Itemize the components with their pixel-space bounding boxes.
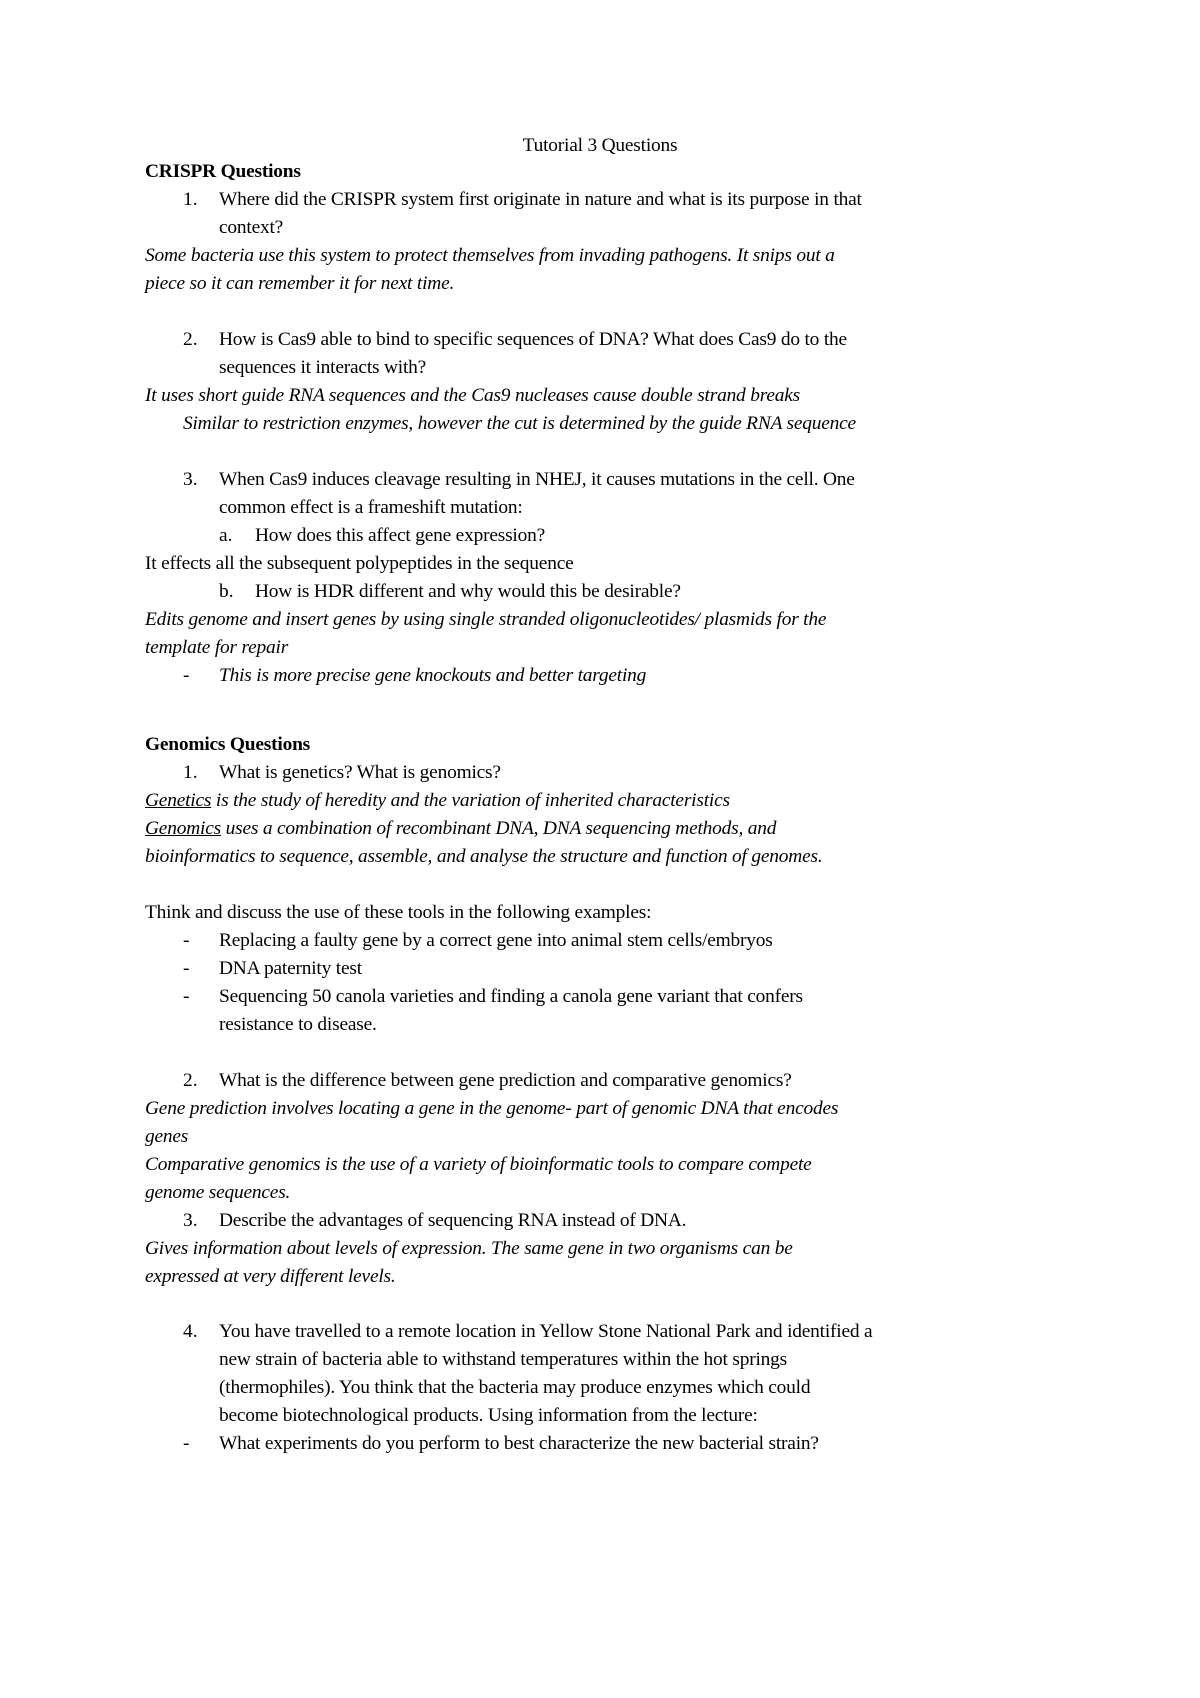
crispr-q3b-answer-line1: Edits genome and insert genes by using single stranded oligonucleotides/ plasmids for the (145, 609, 827, 630)
discuss-bullet-3: - (183, 986, 190, 1007)
crispr-heading: CRISPR Questions (145, 161, 301, 182)
crispr-q3b-bullet: - (183, 665, 190, 686)
genomics-q1-number: 1. (183, 762, 198, 783)
genomics-q4-text-line2: new strain of bacteria able to withstand temperatures within the hot springs (219, 1349, 787, 1370)
genomics-q4-text-line1: You have travelled to a remote location in Yellow Stone National Park and identified a (219, 1321, 873, 1342)
genomics-q1-text: What is genetics? What is genomics? (219, 762, 501, 783)
crispr-q2-text-line2: sequences it interacts with? (219, 357, 427, 378)
crispr-q2-answer-line1: It uses short guide RNA sequences and the Cas9 nucleases cause double strand breaks (145, 385, 800, 406)
crispr-q3a-text: How does this affect gene expression? (255, 525, 546, 546)
crispr-q3b-answer-line2: template for repair (145, 637, 289, 658)
crispr-q3b-text: How is HDR different and why would this be desirable? (255, 581, 681, 602)
genomics-q3-number: 3. (183, 1210, 198, 1231)
genomics-q2-number: 2. (183, 1070, 198, 1091)
genomics-q3-text: Describe the advantages of sequencing RNA instead of DNA. (219, 1210, 687, 1231)
crispr-q3-text-line2: common effect is a frameshift mutation: (219, 497, 523, 518)
genomics-definition-text: uses a combination of recombinant DNA, DNA sequencing methods, and (220, 818, 777, 839)
genomics-q3-answer-line1: Gives information about levels of expression. The same gene in two organisms can be (145, 1238, 793, 1259)
genomics-term: Genomics (145, 818, 221, 839)
genomics-definition-line2: bioinformatics to sequence, assemble, and analyse the structure and function of genomes. (145, 846, 823, 867)
genetics-definition (145, 787, 730, 815)
crispr-q2-number: 2. (183, 329, 198, 350)
discuss-item-2: DNA paternity test (219, 958, 362, 979)
genomics-definition (145, 815, 776, 843)
discuss-bullet-2: - (183, 958, 190, 979)
genomics-q2-answer-line2: genes (145, 1126, 189, 1147)
genomics-q4-bullet: - (183, 1433, 190, 1454)
crispr-q3-text-line1: When Cas9 induces cleavage resulting in NHEJ, it causes mutations in the cell. One (219, 469, 855, 490)
genetics-definition-text: is the study of heredity and the variation of inherited characteristics (211, 790, 730, 811)
crispr-q2-answer-line2: Similar to restriction enzymes, however the cut is determined by the guide RNA sequence (183, 413, 856, 434)
discuss-intro: Think and discuss the use of these tools in the following examples: (145, 902, 652, 923)
crispr-q1-number: 1. (183, 189, 198, 210)
crispr-q1-answer-line2: piece so it can remember it for next time. (145, 273, 455, 294)
crispr-q3a-marker: a. (219, 525, 233, 546)
genomics-q4-text-line4: become biotechnological products. Using information from the lecture: (219, 1405, 758, 1426)
crispr-q3-number: 3. (183, 469, 198, 490)
genetics-term: Genetics (145, 790, 212, 811)
crispr-q3b-answer-line3: This is more precise gene knockouts and better targeting (219, 665, 647, 686)
genomics-q4-subquestion: What experiments do you perform to best characterize the new bacterial strain? (219, 1433, 819, 1454)
discuss-item-3-line2: resistance to disease. (219, 1014, 377, 1035)
crispr-q3b-marker: b. (219, 581, 234, 602)
crispr-q1-text-line1: Where did the CRISPR system first originate in nature and what is its purpose in that (219, 189, 862, 210)
discuss-item-3-line1: Sequencing 50 canola varieties and finding a canola gene variant that confers (219, 986, 803, 1007)
genomics-heading: Genomics Questions (145, 734, 310, 755)
genomics-q2-text: What is the difference between gene prediction and comparative genomics? (219, 1070, 792, 1091)
genomics-q4-text-line3: (thermophiles). You think that the bacteria may produce enzymes which could (219, 1377, 811, 1398)
crispr-q2-text-line1: How is Cas9 able to bind to specific sequences of DNA? What does Cas9 do to the (219, 329, 847, 350)
crispr-q1-answer-line1: Some bacteria use this system to protect themselves from invading pathogens. It snips out a (145, 245, 835, 266)
genomics-q3-answer-line2: expressed at very different levels. (145, 1266, 396, 1287)
genomics-q2-answer-line4: genome sequences. (145, 1182, 291, 1203)
genomics-q2-answer-line1: Gene prediction involves locating a gene in the genome- part of genomic DNA that encodes (145, 1098, 839, 1119)
discuss-item-1: Replacing a faulty gene by a correct gene into animal stem cells/embryos (219, 930, 773, 951)
discuss-bullet-1: - (183, 930, 190, 951)
genomics-q2-answer-line3: Comparative genomics is the use of a variety of bioinformatic tools to compare compete (145, 1154, 812, 1175)
genomics-q4-number: 4. (183, 1321, 198, 1342)
crispr-q1-text-line2: context? (219, 217, 284, 238)
crispr-q3a-answer: It effects all the subsequent polypeptides in the sequence (145, 553, 574, 574)
page-title: Tutorial 3 Questions (522, 135, 678, 156)
